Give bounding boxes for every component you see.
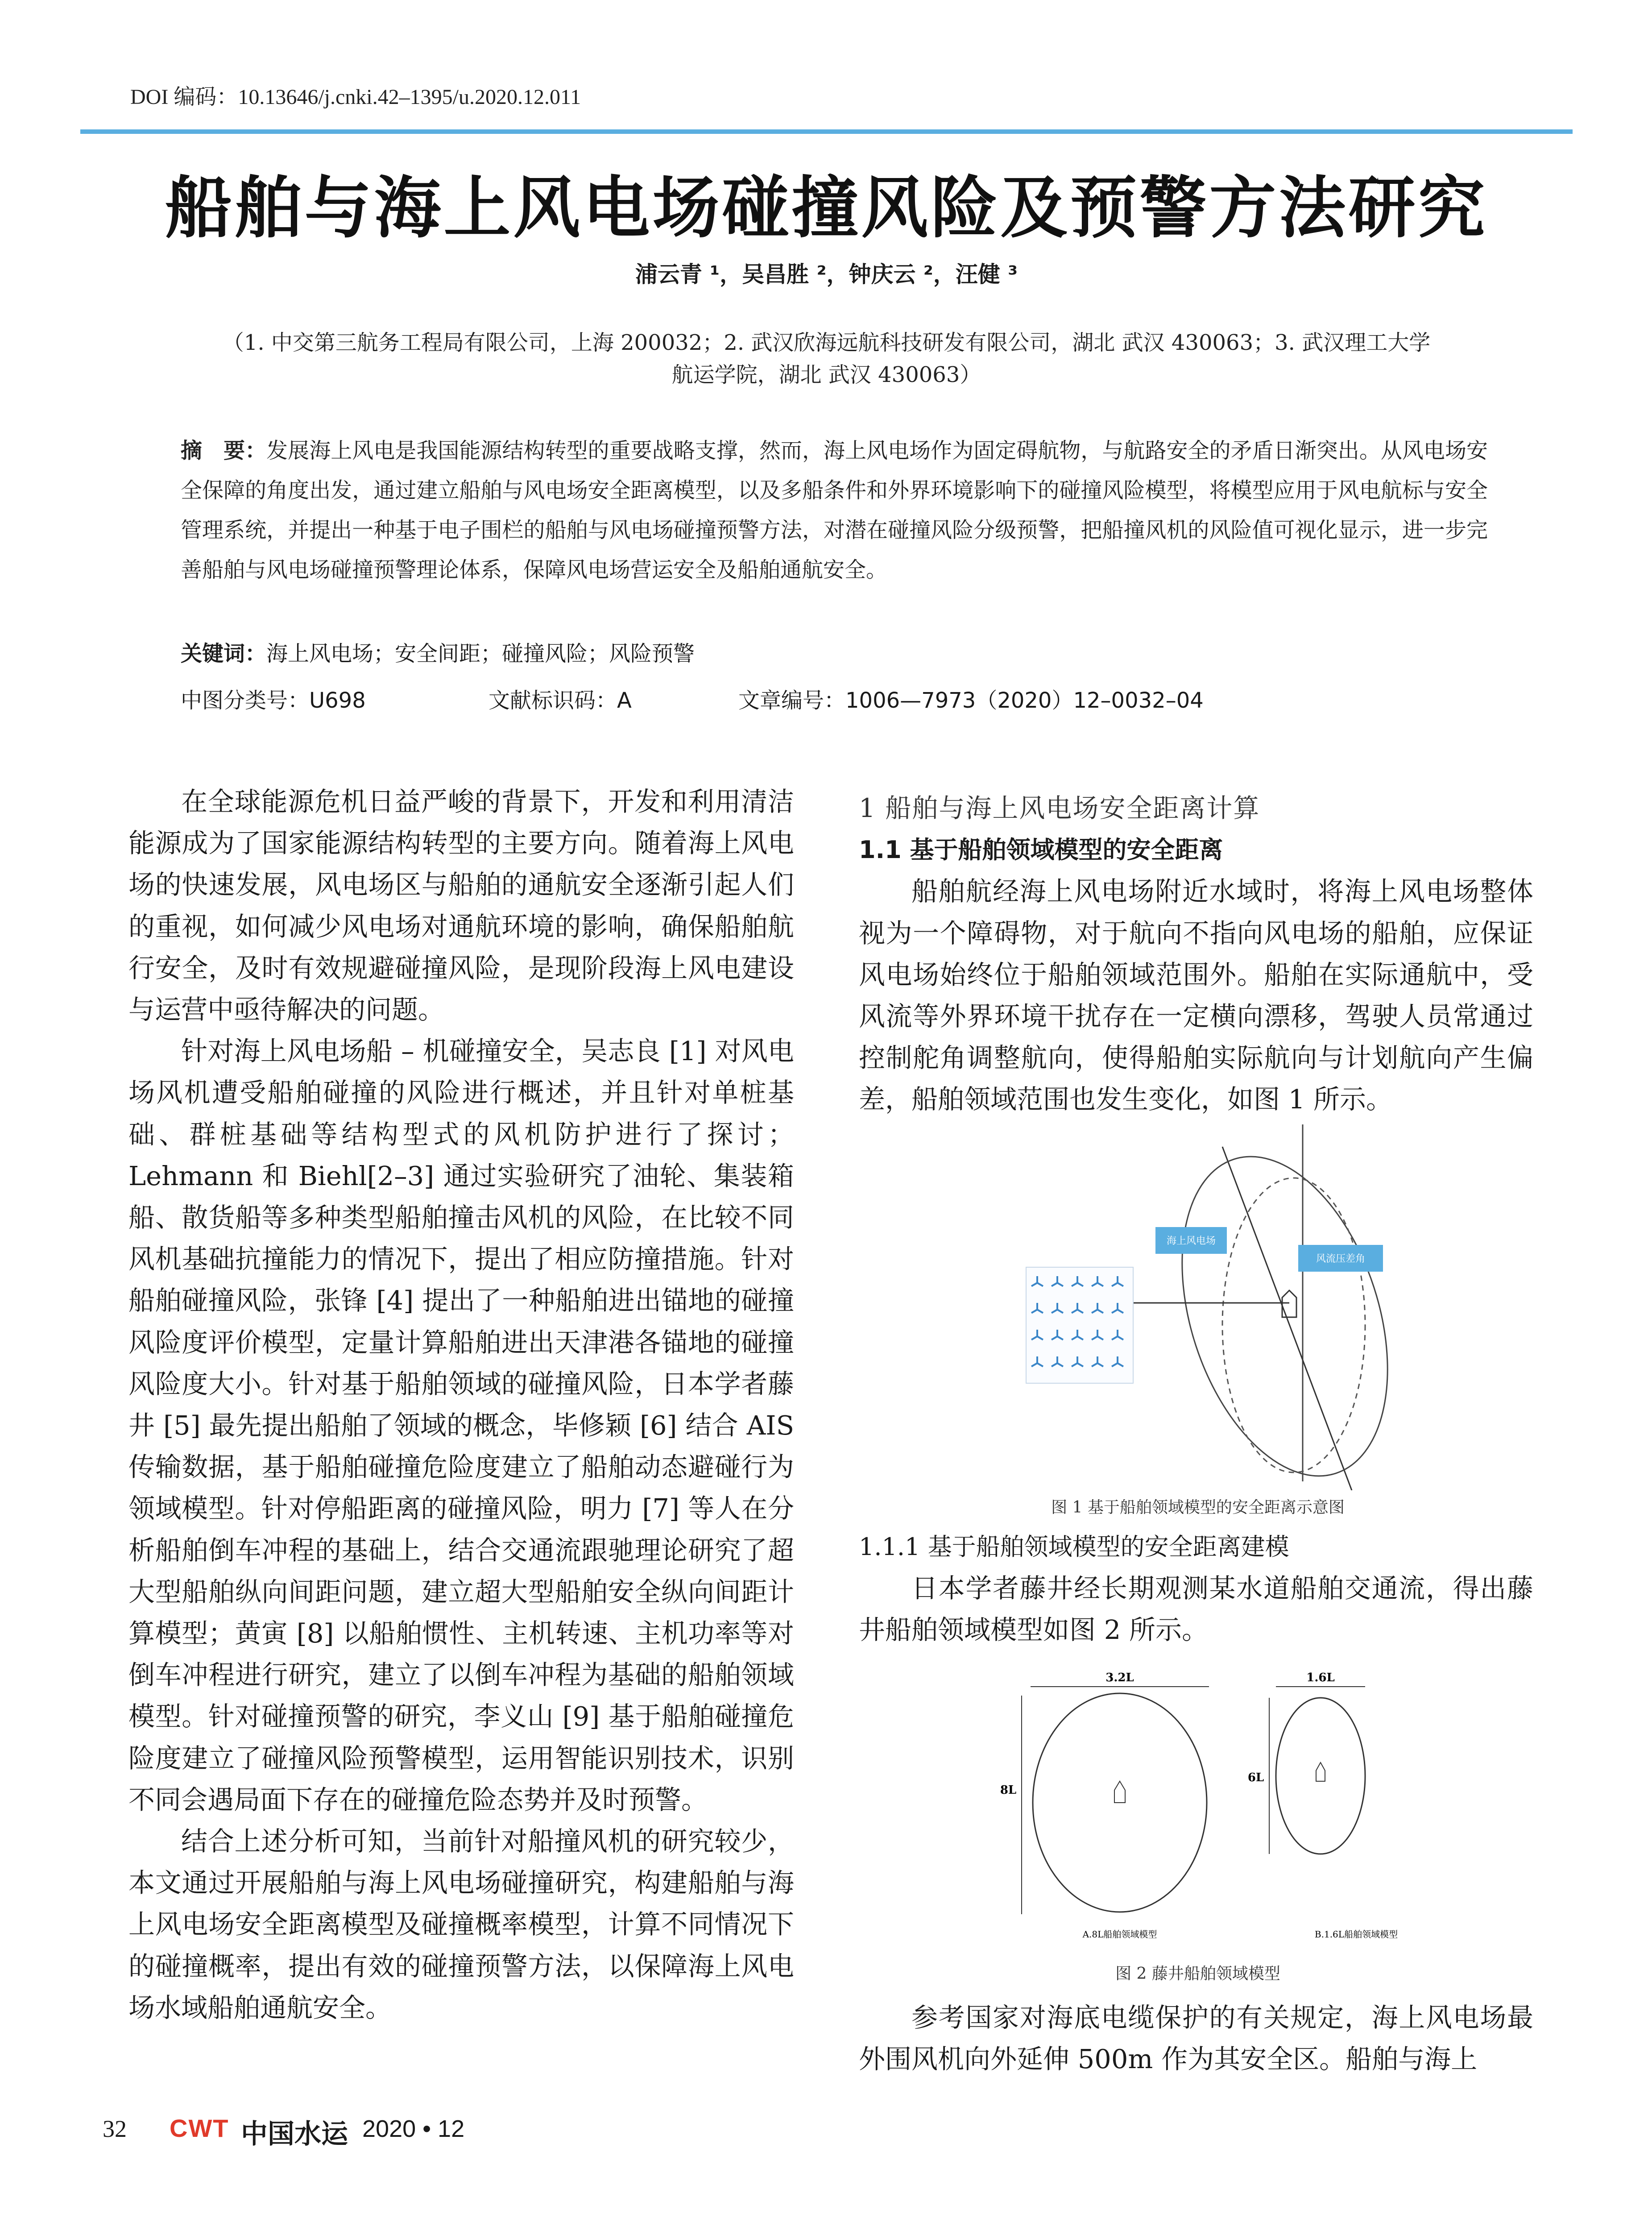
article-number: 文章编号：1006—7973（2020）12–0032–04 (738, 688, 1204, 713)
keywords-text: 海上风电场；安全间距；碰撞风险；风险预警 (266, 641, 695, 666)
paragraph: 结合上述分析可知，当前针对船撞风机的研究较少，本文通过开展船舶与海上风电场碰撞研究，构建船舶与海上风电场安全距离模型及碰撞概率模型，计算不同情况下的碰撞概率，提出有效的碰撞预警方法，以保障海上风电场水域船舶通航安全。 (128, 1826, 794, 2023)
paragraph: 日本学者藤井经长期观测某水道船舶交通流，得出藤井船舶领域模型如图 2 所示。 (859, 1573, 1533, 1646)
authors: 浦云青 ¹，吴昌胜 ²，钟庆云 ²，汪健 ³ (635, 261, 1018, 287)
fig1-label-drift: 风流压差角 (1316, 1253, 1366, 1265)
fig2-b-width: 1.6L (1306, 1671, 1335, 1684)
paragraph: 船舶航经海上风电场附近水域时，将海上风电场整体视为一个障碍物，对于航向不指向风电场的船舶，应保证风电场始终位于船舶领域范围外。船舶在实际通航中，受风流等外界环境干扰存在一定横向漂移，驾驶人员常通过控制舵角调整航向，使得船舶实际航向与计划航向产生偏差，船舶领域范围也发生变化，如图 1 所示。 (859, 876, 1533, 1115)
abstract-label: 摘 要： (181, 438, 267, 463)
affiliation-line-1: （1. 中交第三航务工程局有限公司，上海 200032；2. 武汉欣海远航科技研发有限公司，湖北 武汉 430063；3. 武汉理工大学 (222, 330, 1431, 355)
paragraph: 针对海上风电场船 – 机碰撞安全，吴志良 [1] 对风电场风机遭受船舶碰撞的风险进行概述，并且针对单桩基础、群桩基础等结构型式的风机防护进行了探讨；Lehmann 和 Biehl[2–3] 通过实验研究了油轮、集装箱船、散货船等多种类型船舶撞击风机的风险，在比较不同风机基础抗撞能力的情况下，提出了相应防撞措施。针对船舶碰撞风险，张锋 [4] 提出了一种船舶进出锚地的碰撞风险度评价模型，定量计算船舶进出天津港各锚地的碰撞风险度大小。针对基于船舶领域的碰撞风险，日本学者藤井 [5] 最先提出船舶了领域的概念，毕修颖 [6] 结合 AIS 传输数据，基于船舶碰撞危险度建立了船舶动态避碰行为领域模型。针对停船距离的碰撞风险，明力 [7] 等人在分析船舶倒车冲程的基础上，结合交通流跟驰理论研究了超大型船舶纵向间距问题，建立超大型船舶安全纵向间距计算模型；黄寅 [8] 以船舶惯性、主机转速、主机功率等对倒车冲程进行研究，建立了以倒车冲程为基础的船舶领域模型。针对碰撞预警的研究，李义山 [9] 基于船舶碰撞危险度建立了碰撞风险预警模型，运用智能识别技术，识别不同会遇局面下存在的碰撞危险态势并及时预警。 (128, 1036, 794, 1815)
issue-date: 2020 • 12 (362, 2115, 465, 2142)
right-column-end (859, 1997, 1533, 2080)
section-heading-1-1: 1.1 基于船舶领域模型的安全距离 (859, 836, 1223, 864)
article-title: 船舶与海上风电场碰撞风险及预警方法研究 (165, 169, 1488, 247)
fig2-a-height: 8L (1000, 1783, 1017, 1797)
figure-1-caption: 图 1 基于船舶领域模型的安全距离示意图 (1051, 1498, 1345, 1517)
left-column (128, 781, 794, 2028)
affiliation-line-2: 航运学院，湖北 武汉 430063） (671, 362, 981, 387)
right-column-continued (859, 1526, 1533, 1651)
fig2-a-width: 3.2L (1105, 1671, 1134, 1684)
keywords (181, 638, 1488, 669)
fig2-b-height: 6L (1247, 1771, 1264, 1784)
affiliations (120, 327, 1532, 391)
paragraph: 参考国家对海底电缆保护的有关规定，海上风电场最外围风机向外延伸 500m 作为其安全区。船舶与海上 (859, 2002, 1533, 2075)
header-rule (80, 129, 1573, 134)
abstract-text: 发展海上风电是我国能源结构转型的重要战略支撑，然而，海上风电场作为固定碍航物，与航路安全的矛盾日渐突出。从风电场安全保障的角度出发，通过建立船舶与风电场安全距离模型，以及多船条件和外界环境影响下的碰撞风险模型，将模型应用于风电航标与安全管理系统，并提出一种基于电子围栏的船舶与风电场碰撞预警方法，对潜在碰撞风险分级预警，把船撞风机的风险值可视化显示，进一步完善船舶与风电场碰撞预警理论体系，保障风电场营运安全及船舶通航安全。 (181, 438, 1488, 582)
paragraph: 在全球能源危机日益严峻的背景下，开发和利用清洁能源成为了国家能源结构转型的主要方向。随着海上风电场的快速发展，风电场区与船舶的通航安全逐渐引起人们的重视，如何减少风电场对通航环境的影响，确保船舶航行安全，及时有效规避碰撞风险，是现阶段海上风电建设与运营中亟待解决的问题。 (128, 786, 794, 1025)
fig2-b-caption: B.1.6L船舶领域模型 (1314, 1929, 1398, 1940)
fig2-a-caption: A.8L船舶领域模型 (1082, 1929, 1157, 1940)
keywords-label: 关键词： (181, 641, 267, 666)
section-heading-1-1-1: 1.1.1 基于船舶领域模型的安全距离建模 (859, 1533, 1289, 1561)
journal-abbr: CWT (170, 2114, 229, 2142)
figure-2-caption: 图 2 藤井船舶领域模型 (1115, 1965, 1280, 1983)
journal-name: 中国水运 (241, 2119, 348, 2150)
figure-1 (1004, 1124, 1419, 1490)
page-number: 32 (103, 2115, 127, 2142)
abstract (181, 431, 1488, 590)
figure-2 (995, 1664, 1441, 1950)
doi-line: DOI 编码：10.13646/j.cnki.42–1395/u.2020.12.011 (130, 85, 581, 109)
right-column (859, 788, 1533, 1120)
fig1-label-farm: 海上风电场 (1166, 1236, 1216, 1247)
doc-code: 文献标识码：A (489, 688, 632, 713)
section-heading-1: 1 船舶与海上风电场安全距离计算 (859, 793, 1260, 823)
clc-number: 中图分类号：U698 (181, 688, 366, 713)
